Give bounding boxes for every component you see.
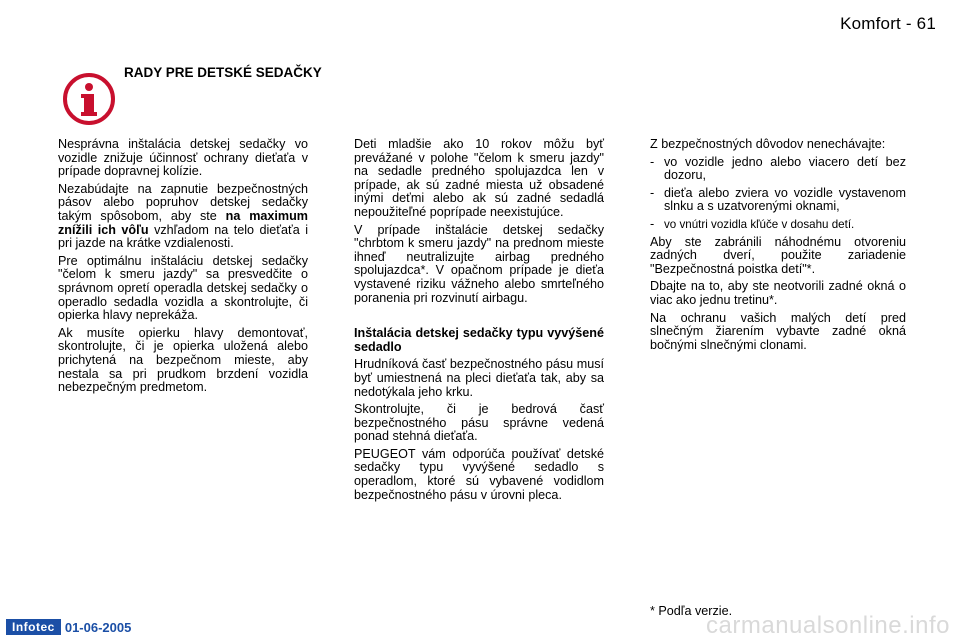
watermark: carmanualsonline.info	[706, 612, 950, 639]
paragraph: PEUGEOT vám odporúča používať detské sedačky typu vyvýšené sedadlo s operadlom, ktoré sú vybavené vodidlom bezpečnostného pásu v úrovni pleca.	[354, 446, 604, 502]
section-title: RADY PRE DETSKÉ SEDAČKY	[124, 65, 322, 80]
list-item-text: dieťa alebo zviera vo vozidle vystavenom slnku a s uzatvorenými oknami,	[664, 185, 906, 214]
paragraph: Na ochranu vašich malých detí pred slnečným žiarením vybavte zadné okná bočnými slnečnými clonami.	[650, 310, 906, 352]
paragraph: Aby ste zabránili náhodnému otvoreniu zadných dverí, použite zariadenie "Bezpečnostná poistka detí"*.	[650, 234, 906, 276]
list-item: - vo vnútri vozidla kľúče v dosahu detí.	[650, 218, 906, 232]
subheading: Inštalácia detskej sedačky typu vyvýšené sedadlo	[354, 326, 604, 354]
page-header: Komfort - 61	[840, 14, 936, 33]
paragraph: Nesprávna inštalácia detskej sedačky vo vozidle znižuje účinnosť ochrany dieťaťa v prípade dopravnej kolízie.	[58, 137, 308, 179]
list-item-text: vo vozidle jedno alebo viacero detí bez dozoru,	[664, 154, 906, 183]
footer-date: 01-06-2005	[64, 619, 132, 635]
footnote: * Podľa verzie.	[650, 604, 733, 618]
paragraph: Deti mladšie ako 10 rokov môžu byť prevážané v polohe "čelom k smeru jazdy" na sedadle predného spolujazdca len v prípade, ak sú zadné miesta už obsadené inými deťmi alebo ak sú zadné sedadlá nepoužiteľné poprípade neexistujúce.	[354, 137, 604, 219]
paragraph: Skontrolujte, či je bedrová časť bezpečnostného pásu správne vedená ponad stehná dieťaťa.	[354, 402, 604, 444]
list-item: - vo vozidle jedno alebo viacero detí bez dozoru,	[650, 154, 906, 183]
text-span: vzhľadom na telo dieťaťa i pri jazde na krátke vzdialenosti.	[58, 222, 309, 251]
paragraph: Pre optimálnu inštaláciu detskej sedačky "čelom k smeru jazdy" sa presvedčite o správnom opretí operadla detskej sedačky o operadlo sedadla vozidla a skontrolujte, či opierka hlavy neprekáža.	[58, 253, 308, 323]
list-item-text: vo vnútri vozidla kľúče v dosahu detí.	[664, 217, 855, 231]
column-1	[58, 138, 308, 399]
emphasis: na maximum znížili ich vôľu	[58, 208, 309, 237]
paragraph: V prípade inštalácie detskej sedačky "chrbtom k smeru jazdy" na prednom mieste ihneď neutralizujte airbag predného spolujazdca*. V opačnom prípade je dieťa vystavené riziku vážneho alebo smrteľného poranenia pri rozvinutí airbagu.	[354, 222, 604, 305]
paragraph: Hrudníková časť bezpečnostného pásu musí byť umiestnená na pleci dieťaťa tak, aby sa nedotýkala jeho krku.	[354, 357, 604, 399]
info-icon	[62, 72, 116, 126]
infotec-logo: Infotec	[6, 619, 61, 635]
footer	[6, 619, 131, 635]
paragraph: Ak musíte opierku hlavy demontovať, skontrolujte, či je opierka uložená alebo prichytená na bezpečnom mieste, aby nestala sa pri prudkom brzdení vozidla nebezpečným predmetom.	[58, 325, 308, 395]
column-3	[650, 138, 906, 356]
column-2	[354, 138, 604, 506]
list-item: - dieťa alebo zviera vo vozidle vystavenom slnku a s uzatvorenými oknami,	[650, 185, 906, 214]
text-span: Nezabúdajte na zapnutie bezpečnostných pásov alebo popruhov detskej sedačky takým spôsobom, aby ste	[58, 181, 308, 223]
paragraph	[58, 183, 308, 251]
paragraph: Dbajte na to, aby ste neotvorili zadné okná o viac ako jednu tretinu*.	[650, 279, 906, 307]
paragraph: Z bezpečnostných dôvodov nenechávajte:	[650, 137, 886, 151]
